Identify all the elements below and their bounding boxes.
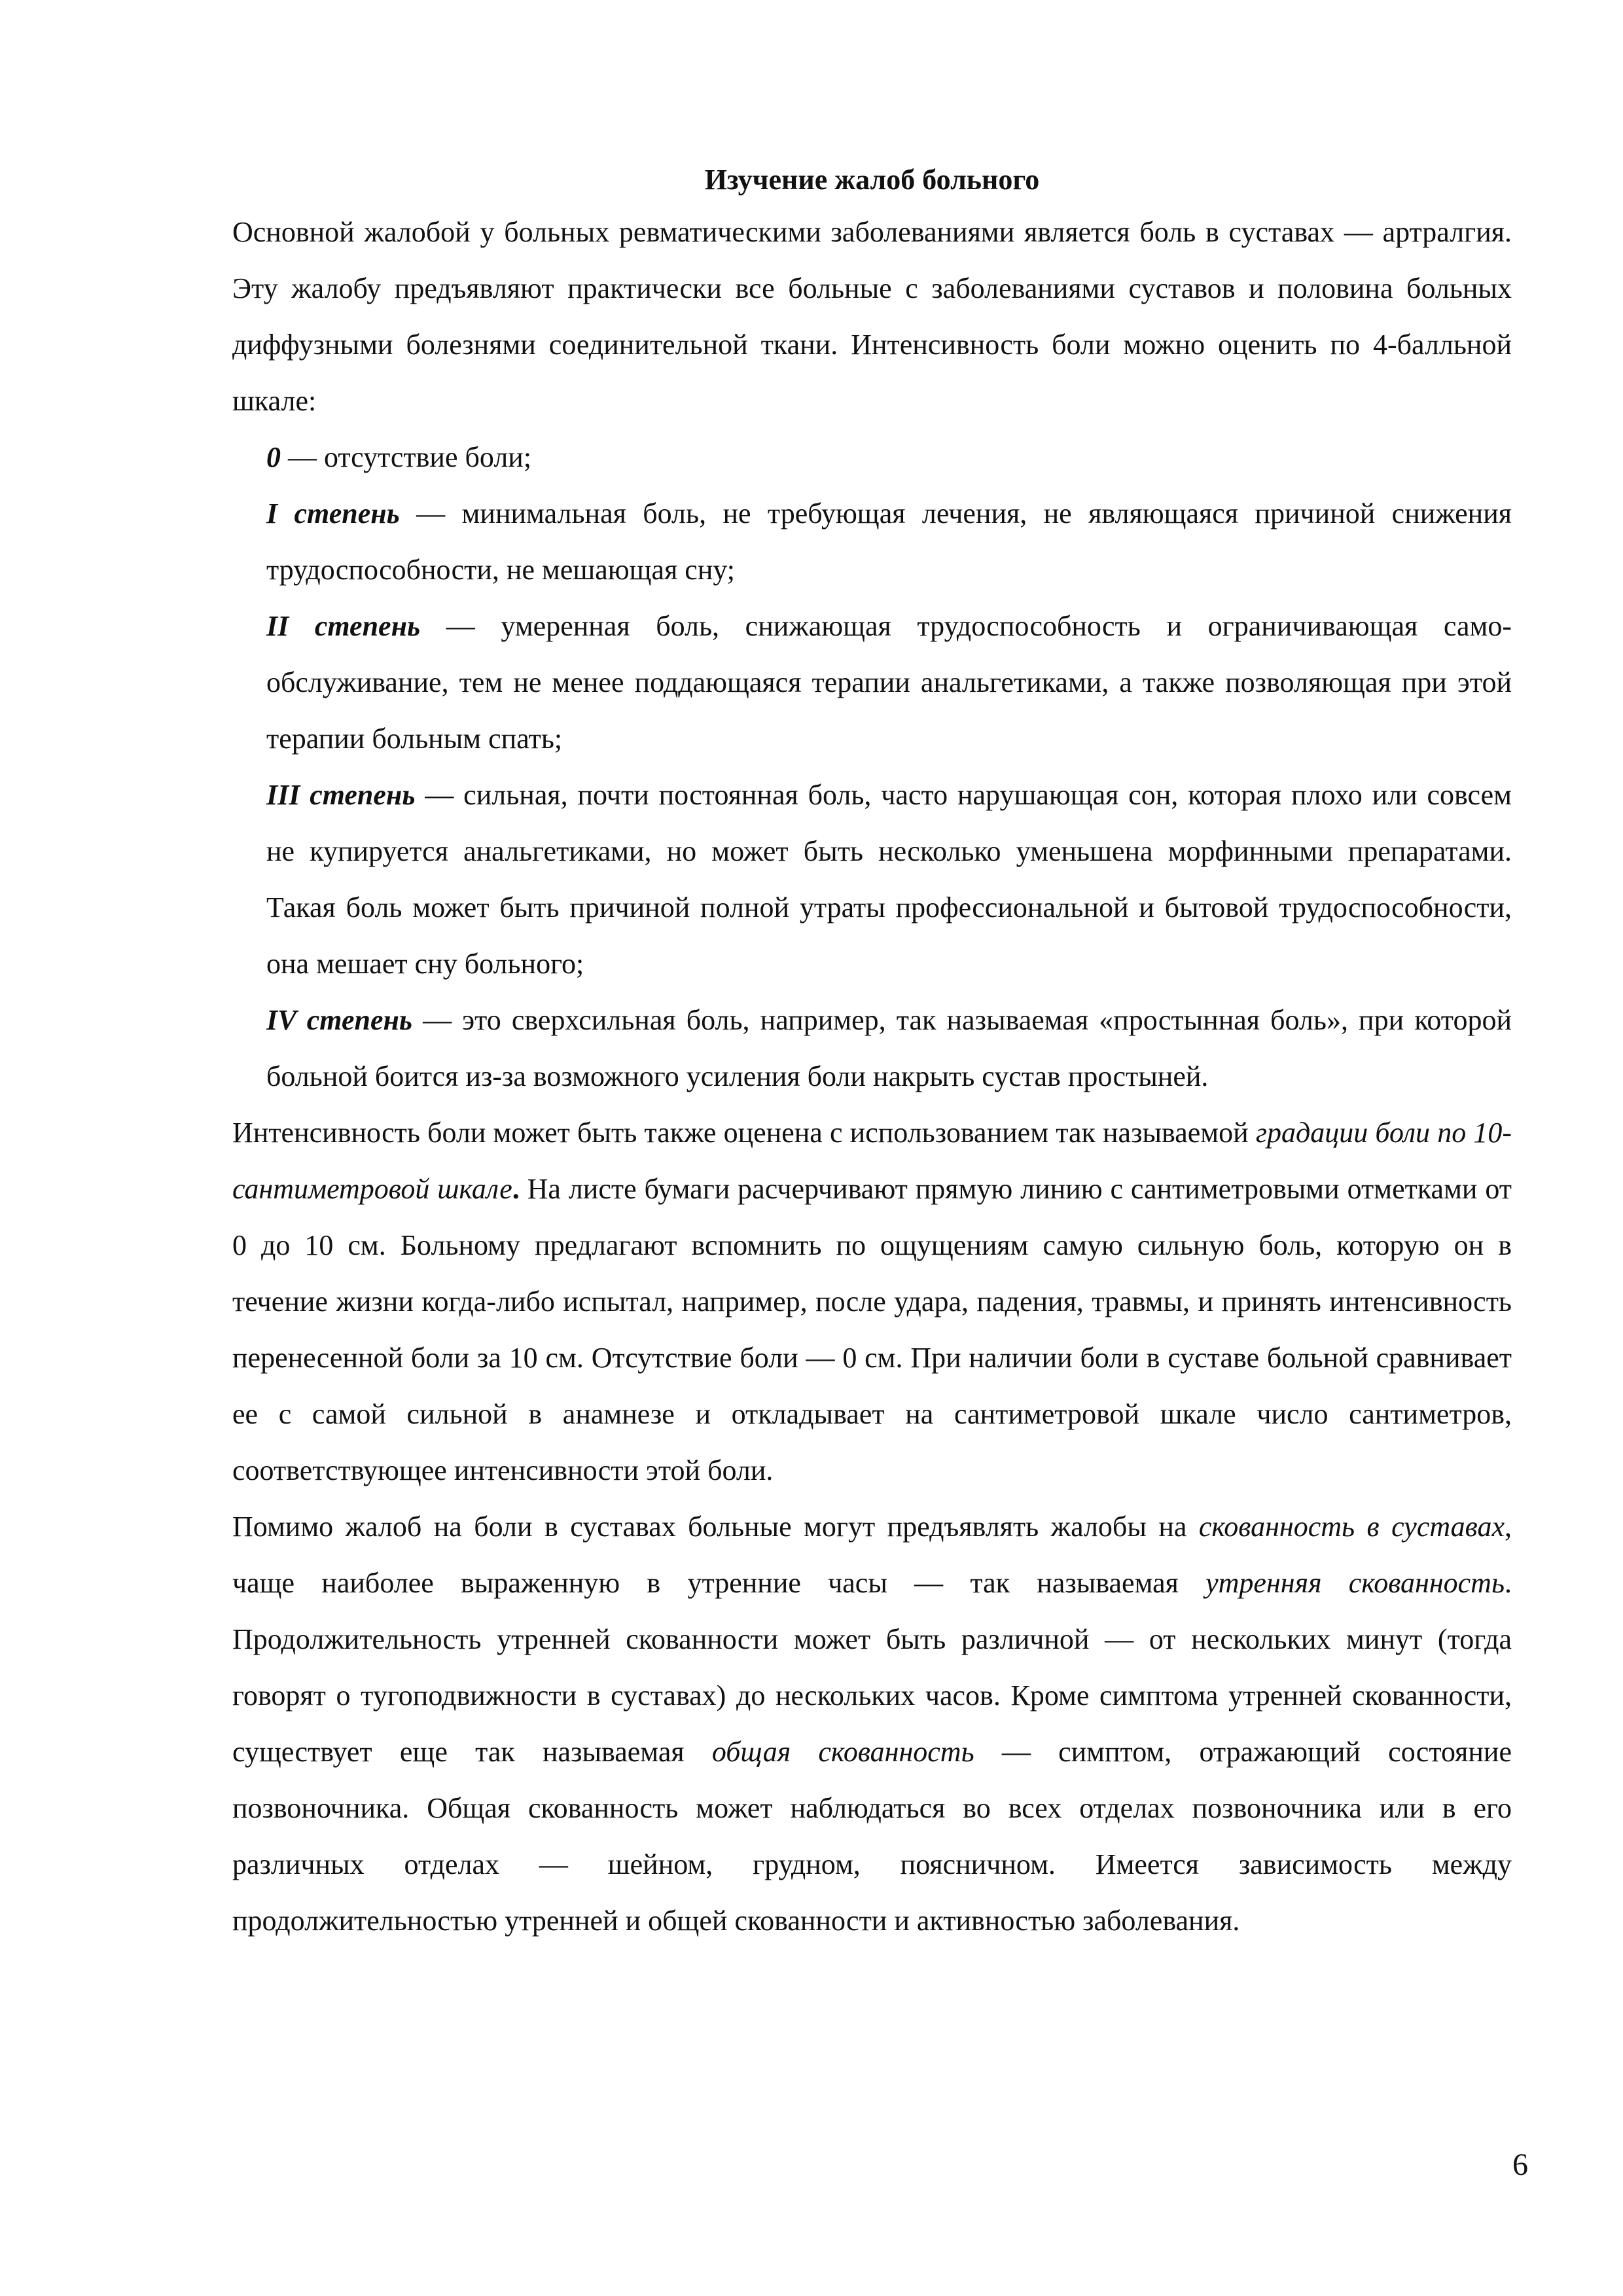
- paragraph-text: На листе бумаги расчерчивают прямую линию с сантиметровыми отметками от 0 до 10 см. Больному предлагают вспомнить по ощущениям самую сильную боль, которую он в течение жизни когда-либо испытал, например, после удара, падения, травмы, и принять интенсивность перенесенной боли за 10 см. Отсутствие боли — 0 см. При наличии боли в суставе больной сравнивает ее с самой сильной в анамнезе и откладывает на сантиметровой шкале число сантиметров, соответствующее интенсивности этой боли.: [232, 1173, 1512, 1486]
- scale-description: — сильная, почти постоянная боль, часто нарушающая сон, которая плохо или совсем не купируется анальгетиками, но может быть несколько уменьшена морфинными препаратами. Такая боль может быть причиной полной утраты профессиональной и бытовой трудоспособности, она мешает сну больного;: [266, 779, 1512, 980]
- scale-label: 0: [266, 441, 281, 473]
- page-number: 6: [1512, 2147, 1528, 2182]
- italic-term: утренняя скованность: [1205, 1567, 1505, 1599]
- scale-label: III степень: [266, 779, 416, 811]
- scale-label: II степень: [266, 610, 421, 642]
- pain-scale-item-4: [266, 992, 1512, 1105]
- scale-description: — отсутствие боли;: [281, 441, 532, 473]
- scale-description: — это сверхсильная боль, например, так называемая «простынная боль», при которой больной боится из-за возможного усиления боли накрыть сустав простыней.: [266, 1004, 1512, 1092]
- pain-scale-item-2: [266, 598, 1512, 767]
- scale-label: IV степень: [266, 1004, 413, 1036]
- italic-term: градации боли по 10-сантиметровой шкале: [232, 1117, 1512, 1205]
- pain-scale-list: [232, 429, 1512, 1105]
- scale-10cm-paragraph: [232, 1105, 1512, 1499]
- page-content: [232, 152, 1512, 1949]
- scale-description: — минимальная боль, не требующая лечения, не являющаяся причиной снижения трудоспособности, не мешающая сну;: [266, 497, 1512, 586]
- paragraph-text: Помимо жалоб на боли в суставах больные могут предъявлять жалобы на: [232, 1511, 1199, 1543]
- italic-term: скованность в суставах: [1198, 1511, 1505, 1543]
- pain-scale-item-3: [266, 767, 1512, 992]
- paragraph-text: Интенсивность боли может быть также оценена с использованием так называемой: [232, 1117, 1256, 1149]
- pain-scale-item-1: [266, 486, 1512, 598]
- paragraph-text: , чаще наиболее выраженную в утренние часы — так называемая: [232, 1511, 1512, 1599]
- stiffness-paragraph: [232, 1499, 1512, 1949]
- paragraph-text: . Продолжительность утренней скованности может быть различной — от нескольких минут (тогда говорят о тугоподвижности в суставах) до нескольких часов. Кроме симптома утренней скованности, существует еще так называемая: [232, 1567, 1512, 1768]
- section-title: Изучение жалоб больного: [704, 164, 1040, 196]
- intro-paragraph: Основной жалобой у больных ревматическими заболеваниями является боль в суставах — артралгия. Эту жалобу предъявляют практически все больные с заболеваниями суставов и половина больных диффузными болезнями соединительной ткани. Интенсивность боли можно оценить по 4-балльной шкале:: [232, 216, 1512, 417]
- scale-description: — умеренная боль, снижающая трудоспособность и ограничивающая самообслуживание, тем не менее поддающаяся терапии анальгетиками, а также позволяющая при этой терапии больным спать;: [266, 610, 1512, 755]
- scale-label: I степень: [266, 497, 400, 529]
- paragraph-text: .: [512, 1173, 520, 1205]
- paragraph-text: — симптом, отражающий состояние позвоночника. Общая скованность может наблюдаться во всех отделах позвоночника или в его различных отделах — шейном, грудном, поясничном. Имеется зависимость между продолжительностью утренней и общей скованности и активностью заболевания.: [232, 1736, 1512, 1937]
- italic-term: общая скованность: [711, 1736, 974, 1768]
- pain-scale-item-0: [266, 429, 1512, 486]
